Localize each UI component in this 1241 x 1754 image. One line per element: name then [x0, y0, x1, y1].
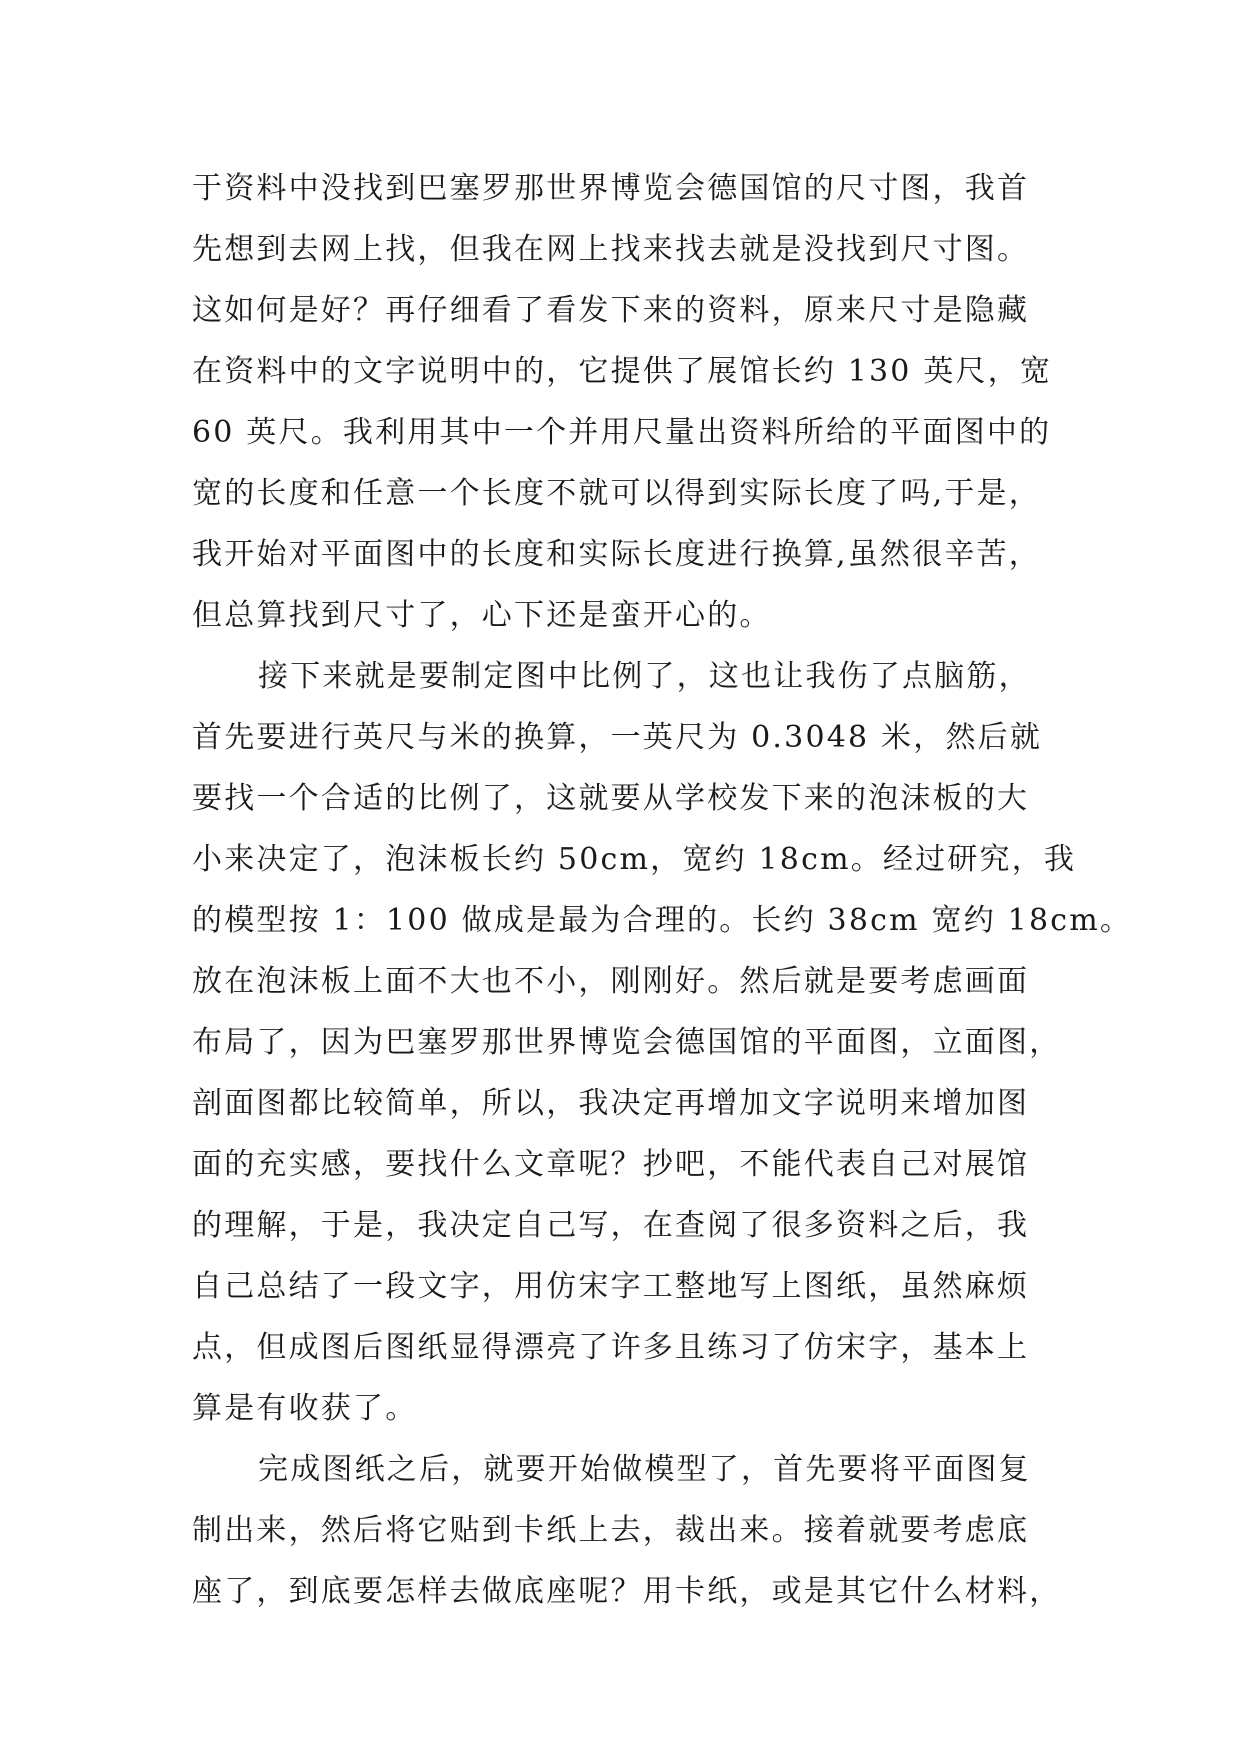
- text-line: 首先要进行英尺与米的换算，一英尺为 0.3048 米，然后就: [192, 720, 1043, 755]
- text-line: 布局了，因为巴塞罗那世界博览会德国馆的平面图，立面图，: [192, 1025, 1062, 1060]
- text-line: 在资料中的文字说明中的，它提供了展馆长约 130 英尺，宽: [192, 354, 1053, 389]
- text-line: 算是有收获了。: [192, 1391, 418, 1426]
- text-line: 要找一个合适的比例了，这就要从学校发下来的泡沫板的大: [192, 781, 1030, 816]
- text-line: 我开始对平面图中的长度和实际长度进行换算,虽然很辛苦，: [192, 537, 1041, 572]
- text-line: 宽的长度和任意一个长度不就可以得到实际长度了吗,于是，: [192, 476, 1041, 511]
- text-line: 自己总结了一段文字，用仿宋字工整地写上图纸，虽然麻烦: [192, 1269, 1030, 1304]
- text-line: 但总算找到尺寸了，心下还是蛮开心的。: [192, 598, 772, 633]
- text-line: 60 英尺。我利用其中一个并用尺量出资料所给的平面图中的: [192, 415, 1052, 450]
- paragraph-start-line: 接下来就是要制定图中比例了，这也让我伤了点脑筋，: [258, 659, 1031, 694]
- text-line: 先想到去网上找，但我在网上找来找去就是没找到尺寸图。: [192, 232, 1030, 267]
- text-line: 面的充实感，要找什么文章呢？抄吧，不能代表自己对展馆: [192, 1147, 1030, 1182]
- text-line: 的理解，于是，我决定自己写，在查阅了很多资料之后，我: [192, 1208, 1030, 1243]
- text-line: 于资料中没找到巴塞罗那世界博览会德国馆的尺寸图，我首: [192, 171, 1030, 206]
- text-line: 剖面图都比较简单，所以，我决定再增加文字说明来增加图: [192, 1086, 1030, 1121]
- text-line: 小来决定了，泡沫板长约 50cm，宽约 18cm。经过研究，我: [192, 842, 1077, 877]
- paragraph-start-line: 完成图纸之后，就要开始做模型了，首先要将平面图复: [258, 1452, 1031, 1487]
- text-line: 点，但成图后图纸显得漂亮了许多且练习了仿宋字，基本上: [192, 1330, 1030, 1365]
- text-line: 这如何是好？再仔细看了看发下来的资料，原来尺寸是隐藏: [192, 293, 1030, 328]
- text-line: 放在泡沫板上面不大也不小，刚刚好。然后就是要考虑画面: [192, 964, 1030, 999]
- text-line: 座了，到底要怎样去做底座呢？用卡纸，或是其它什么材料，: [192, 1574, 1062, 1609]
- text-line: 制出来，然后将它贴到卡纸上去，裁出来。接着就要考虑底: [192, 1513, 1030, 1548]
- text-line: 的模型按 1：100 做成是最为合理的。长约 38cm 宽约 18cm。: [192, 903, 1133, 938]
- body-text: [192, 158, 1133, 1622]
